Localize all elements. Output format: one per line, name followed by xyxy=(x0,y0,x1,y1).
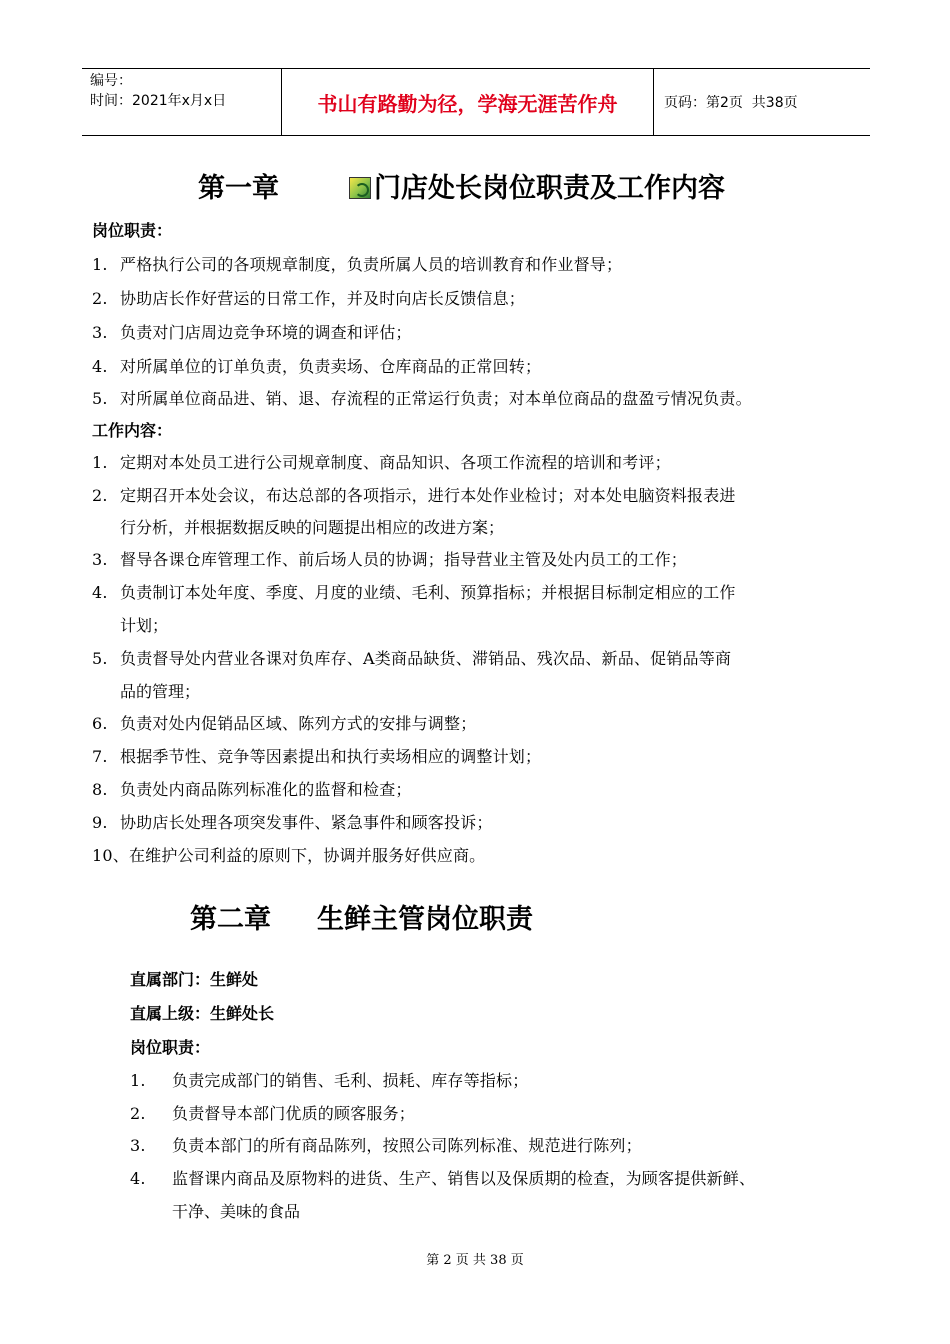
time-label: 时间：2021年x月x日 xyxy=(90,93,227,109)
list-item: 1. 负责完成部门的销售、毛利、损耗、库存等指标； xyxy=(130,1071,529,1090)
list-item-continuation: 行分析，并根据数据反映的问题提出相应的改进方案； xyxy=(120,518,505,537)
document-icon xyxy=(349,177,371,199)
list-item: 4. 监督课内商品及原物料的进货、生产、销售以及保质期的检查，为顾客提供新鲜、 xyxy=(130,1169,756,1188)
list-item: 2. 协助店长作好营运的日常工作，并及时向店长反馈信息； xyxy=(92,289,526,308)
list-item: 7. 根据季节性、竞争等因素提出和执行卖场相应的调整计划； xyxy=(92,747,542,766)
list-item: 4. 对所属单位的订单负责，负责卖场、仓库商品的正常回转； xyxy=(92,357,542,376)
ch1-duties-label: 岗位职责： xyxy=(92,221,173,240)
list-item: 5. 对所属单位商品进、销、退、存流程的正常运行负责；对本单位商品的盘盈亏情况负责。 xyxy=(92,389,752,408)
chapter1-heading: 门店处长岗位职责及工作内容 xyxy=(374,173,725,204)
list-item: 3. 负责本部门的所有商品陈列，按照公司陈列标准、规范进行陈列； xyxy=(130,1136,642,1155)
header-table xyxy=(82,68,870,136)
chapter1-prefix: 第一章 xyxy=(198,173,279,204)
list-item: 2. 负责督导本部门优质的顾客服务； xyxy=(130,1104,416,1123)
list-item: 8. 负责处内商品陈列标准化的监督和检查； xyxy=(92,780,412,799)
page-footer: 第 2 页 共 38 页 xyxy=(426,1253,524,1268)
list-item: 4. 负责制订本处年度、季度、月度的业绩、毛利、预算指标；并根据目标制定相应的工作 xyxy=(92,583,736,602)
list-item: 3. 督导各课仓库管理工作、前后场人员的协调；指导营业主管及处内员工的工作； xyxy=(92,550,688,569)
list-item: 6. 负责对处内促销品区域、陈列方式的安排与调整； xyxy=(92,714,477,733)
header-page-cell xyxy=(654,69,870,135)
ch2-dept: 直属部门：生鲜处 xyxy=(130,970,259,989)
list-item-continuation: 品的管理； xyxy=(120,682,201,701)
list-item: 5. 负责督导处内营业各课对负库存、A类商品缺货、滞销品、残次品、新品、促销品等商 xyxy=(92,649,732,668)
list-item: 2. 定期召开本处会议，布达总部的各项指示，进行本处作业检讨；对本处电脑资料报表进 xyxy=(92,486,736,505)
page-info: 页码：第2页 共38页 xyxy=(664,95,798,111)
chapter1-title xyxy=(198,166,725,205)
list-item: 9. 协助店长处理各项突发事件、紧急事件和顾客投诉； xyxy=(92,813,493,832)
list-item: 3. 负责对门店周边竞争环境的调查和评估； xyxy=(92,323,412,342)
ch1-work-label: 工作内容： xyxy=(92,421,173,440)
list-item-continuation: 干净、美味的食品 xyxy=(172,1202,301,1221)
list-item: 1. 定期对本处员工进行公司规章制度、商品知识、各项工作流程的培训和考评； xyxy=(92,453,671,472)
list-item: 10、在维护公司利益的原则下，协调并服务好供应商。 xyxy=(92,846,486,865)
ch2-superior: 直属上级：生鲜处长 xyxy=(130,1004,275,1023)
code-label: 编号： xyxy=(90,73,132,89)
list-item-continuation: 计划； xyxy=(120,616,169,635)
motto: 书山有路勤为径，学海无涯苦作舟 xyxy=(282,69,654,135)
chapter2-heading: 生鲜主管岗位职责 xyxy=(317,904,533,935)
chapter2-prefix: 第二章 xyxy=(190,904,271,935)
list-item: 1. 严格执行公司的各项规章制度，负责所属人员的培训教育和作业督导； xyxy=(92,255,623,274)
ch2-duties-label: 岗位职责： xyxy=(130,1038,211,1057)
chapter2-title xyxy=(190,897,533,936)
header-left-cell xyxy=(82,69,282,135)
